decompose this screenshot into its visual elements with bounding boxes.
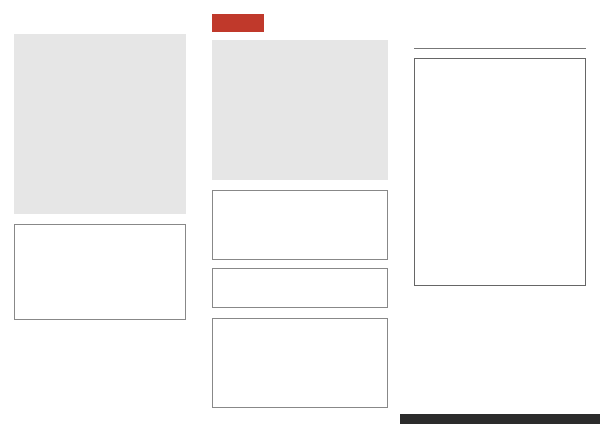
footer-bar bbox=[400, 414, 600, 424]
right-panel-divider bbox=[414, 48, 586, 49]
center-panel-text-block bbox=[212, 40, 388, 180]
center-panel bbox=[200, 0, 400, 424]
left-panel-table bbox=[14, 224, 186, 320]
verse-frame bbox=[414, 58, 586, 286]
center-panel-schedule-box bbox=[212, 190, 388, 260]
center-panel-table bbox=[212, 268, 388, 308]
right-panel bbox=[400, 0, 600, 424]
left-panel bbox=[0, 0, 200, 424]
section-tab bbox=[212, 14, 264, 32]
left-panel-text-block bbox=[14, 34, 186, 214]
center-panel-staff-box bbox=[212, 318, 388, 408]
